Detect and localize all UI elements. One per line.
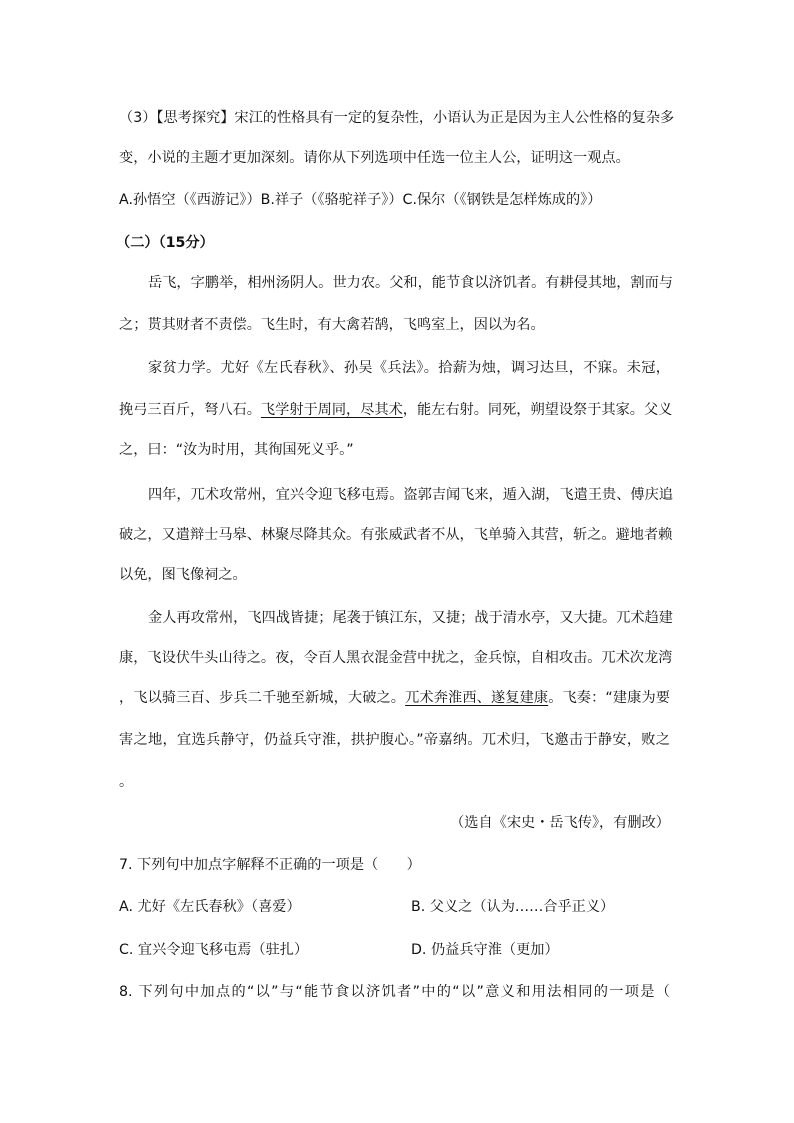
text: 。飞奏：“建康为要: [548, 690, 670, 706]
passage-p4-line-3: [119, 688, 670, 708]
text: 挽弓三百斤，弩八石。: [119, 402, 261, 418]
passage-p4-line-5: 。: [119, 774, 134, 790]
question-3-options: A.孙悟空（《西游记》）B.祥子（《骆驼祥子》）C.保尔（《钢铁是怎样炼成的》）: [119, 192, 602, 208]
underlined-sentence: 兀术奔淮西、遂复建康: [405, 690, 549, 706]
question-7-stem: 7. 下列句中加点字解释不正确的一项是（ ）: [119, 857, 421, 873]
underlined-sentence: 飞学射于周同，尽其术: [260, 402, 403, 418]
passage-source: （选自《宋史・岳飞传》，有删改）: [450, 815, 670, 831]
passage-p4-line-2: 康，飞设伏牛头山待之。夜，令百人黑衣混金营中扰之，金兵惊，自相攻击。兀术次龙湾: [119, 650, 673, 666]
passage-p4-line-1: 金人再攻常州，飞四战皆捷；尾袭于镇江东，又捷；战于清水亭，又大捷。兀术趋建: [148, 610, 673, 626]
passage-p4-line-4: 害之地，宜选兵静守，仍益兵守淮，拱护腹心。”帝嘉纳。兀术归，飞邀击于静安，败之: [119, 732, 670, 748]
text: ，能左右射。同死，朔望设祭于其家。父义: [402, 402, 673, 418]
text: ，飞以骑三百、步兵二千驰至新城，大破之。: [119, 690, 406, 706]
passage-p2-line-2: [119, 400, 673, 420]
question-7-option-a: A. 尤好《左氏春秋》（喜爱）: [119, 899, 301, 915]
passage-p1-line-1: 岳飞，字鹏举，相州汤阴人。世力农。父和，能节食以济饥者。有耕侵其地，割而与: [148, 275, 673, 291]
passage-p3-line-1: 四年，兀术攻常州，宜兴令迎飞移屯焉。盗郭吉闻飞来，遁入湖，飞遣王贵、傅庆追: [148, 487, 673, 503]
section-heading: （二）（15分）: [116, 235, 214, 251]
passage-p2-line-3: 之，曰：“汝为时用，其徇国死义乎。”: [119, 442, 354, 458]
question-7-option-c: C. 宜兴令迎飞移屯焉（驻扎）: [119, 942, 309, 958]
passage-p3-line-2: 破之，又遣辩士马皋、林聚尽降其众。有张威武者不从，飞单骑入其营，斩之。避地者赖: [119, 527, 673, 543]
question-8-stem: 8. 下列句中加点的“以”与“能节食以济饥者”中的“以”意义和用法相同的一项是（: [119, 984, 670, 1000]
question-7-option-d: D. 仍益兵守淮（更加）: [411, 942, 559, 958]
question-7-option-b: B. 父义之（认为……合乎正义）: [411, 899, 615, 915]
question-3-line-2: 变，小说的主题才更加深刻。请你从下列选项中任选一位主人公，证明这一观点。: [119, 150, 630, 166]
passage-p3-line-3: 以免，图飞像祠之。: [119, 567, 247, 583]
question-3-line-1: （3）【思考探究】宋江的性格具有一定的复杂性，小语认为正是因为主人公性格的复杂多: [119, 110, 675, 126]
passage-p1-line-2: 之；贳其财者不责偿。飞生时，有大禽若鹄，飞鸣室上，因以为名。: [119, 317, 545, 333]
passage-p2-line-1: 家贫力学。尤好《左氏春秋》、孙吴《兵法》。拾薪为烛，调习达旦，不寐。未冠，: [148, 360, 670, 376]
